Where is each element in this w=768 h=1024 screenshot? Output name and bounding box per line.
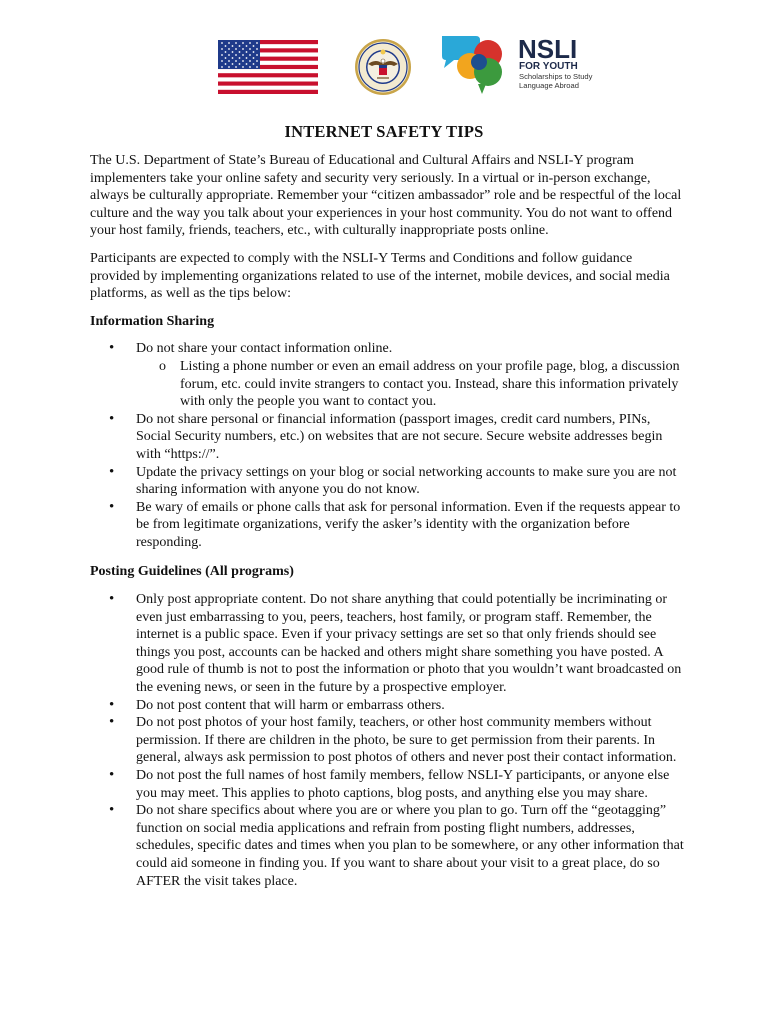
list-item: • Update the privacy settings on your blog or social networking accounts to make sure you are not sharing information with anyone you do not know. (136, 464, 684, 499)
intro-paragraph: The U.S. Department of State’s Bureau of Educational and Cultural Affairs and NSLI-Y program implementers take your online safety and security very seriously. In a virtual or in-person exchange, always be culturally appropriate. Remember your “citizen ambassador” role and be respectful of the local culture and the way you talk about your experiences in your host community. You do not want to offend your host family, friends, teachers, etc., with culturally inappropriate posts online. (90, 153, 682, 239)
list-item: • Do not post content that will harm or embarrass others. (136, 697, 684, 715)
header-logos (0, 34, 768, 104)
list-item: • Be wary of emails or phone calls that ask for personal information. Even if the requests appear to be from legitimate organizations, verify the asker’s identity with the organization before responding. (136, 499, 684, 552)
nsli-for-youth-logo (440, 34, 594, 96)
department-of-state-seal-icon (354, 38, 412, 96)
nsli-subtitle: FOR YOUTH (519, 61, 578, 72)
us-flag-icon (218, 40, 318, 94)
sub-list (136, 358, 684, 411)
list-item: • Do not post the full names of host family members, fellow NSLI-Y participants, or anyone else you may meet. This applies to photo captions, blog posts, and anything else you may share. (136, 767, 684, 802)
nsli-title: NSLI (518, 34, 578, 64)
list-item-text: Do not share your contact information online. (136, 341, 393, 357)
list-item: • Do not share personal or financial information (passport images, credit card numbers, PINs, Social Security numbers, etc.) on websites that are not secure. Secure website addresses begin with “https://”. (136, 411, 684, 464)
list-item: • Only post appropriate content. Do not share anything that could potentially be incriminating or even just embarrassing to you, peers, teachers, host family, or program staff. Remember, the internet is a public space. Even if your privacy settings are set so that only friends should see things you post, accounts can be hacked and others might share something you have posted. A good rule of thumb is not to post the information or photo that you wouldn’t want broadcasted on the evening news, or seen in the future by a prospective employer. (136, 591, 684, 697)
posting-guidelines-heading: Posting Guidelines (All programs) (90, 564, 294, 580)
list-item (136, 340, 684, 410)
list-item: • Do not post photos of your host family, teachers, or other host community members without permission. If there are children in the photo, be sure to get permission from their parents. In general, always ask permission to post photos of others and never post their contact information. (136, 714, 684, 767)
sub-list-item: o Listing a phone number or even an email address on your profile page, blog, a discussion forum, etc. could invite strangers to contact you. Instead, share this information privately with only the people you want to contact you. (180, 358, 684, 411)
nsli-tagline-1: Scholarships to Study (519, 72, 593, 81)
compliance-paragraph: Participants are expected to comply with the NSLI-Y Terms and Conditions and follow guidance provided by implementing organizations related to use of the internet, mobile devices, and social media platforms, as well as the tips below: (90, 250, 670, 302)
info-sharing-list (90, 340, 684, 551)
list-item: • Do not share specifics about where you are or where you plan to go. Turn off the “geotagging” function on social media applications and refrain from posting flight numbers, addresses, schedules, specific dates and times when you plan to be somewhere, or any other information that could aid someone in finding you. If you want to share about your visit to a great place, do so AFTER the visit takes place. (136, 802, 684, 890)
page-title: INTERNET SAFETY TIPS (284, 122, 484, 141)
nsli-tagline-2: Language Abroad (519, 81, 579, 90)
document-body (90, 152, 684, 902)
info-sharing-heading: Information Sharing (90, 313, 215, 329)
posting-guidelines-list (90, 591, 684, 890)
